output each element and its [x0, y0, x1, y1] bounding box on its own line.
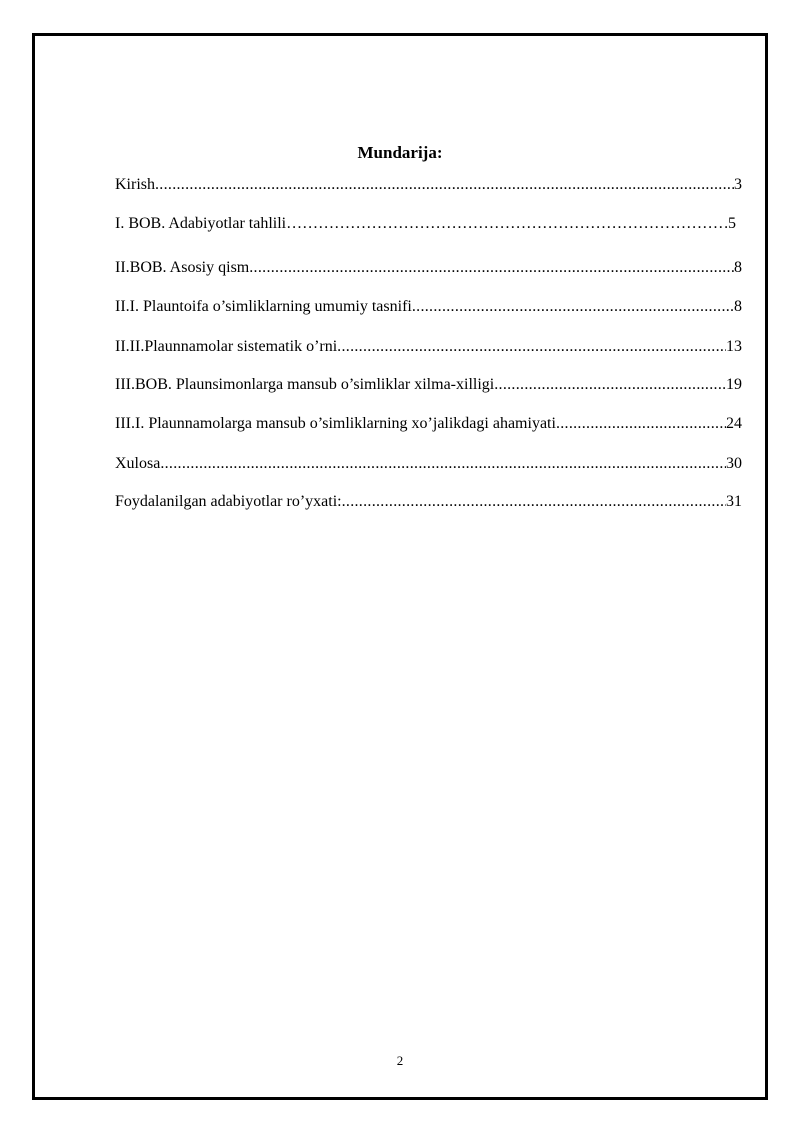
toc-entry-text: III.BOB. Plaunsimonlarga mansub o’simliklar xilma-xilligi	[115, 376, 495, 393]
toc-entry-page: 31	[726, 493, 742, 510]
toc-entry-page: 3	[734, 176, 742, 193]
toc-entry-page: 8	[734, 259, 742, 276]
toc-leader-dots	[337, 337, 726, 357]
toc-entry-page: 8	[734, 298, 742, 315]
toc-entry-section-3-1	[115, 414, 742, 434]
toc-leader-dots	[155, 175, 734, 195]
toc-entry-text: II.BOB. Asosiy qism	[115, 259, 250, 276]
toc-entry-text: Kirish	[115, 176, 155, 193]
toc-entry-text: Xulosa	[115, 455, 161, 472]
toc-entry-xulosa	[115, 454, 742, 474]
toc-leader-dots	[342, 492, 726, 512]
toc-entry-text: III.I. Plaunnamolarga mansub o’simliklarning xo’jalikdagi ahamiyati	[115, 415, 556, 432]
toc-entry-page: 13	[726, 338, 742, 355]
toc-entry-page: 19	[726, 376, 742, 393]
toc-entry-chapter-3	[115, 375, 742, 395]
toc-leader-dots	[286, 214, 728, 234]
toc-entry-text: II.II.Plaunnamolar sistematik o’rni	[115, 338, 338, 355]
toc-entry-section-2-1	[115, 297, 742, 317]
toc-leader-dots	[494, 375, 726, 395]
page-number: 2	[396, 1053, 404, 1068]
toc-entry-page: 24	[726, 415, 742, 432]
toc-entry-references	[115, 492, 742, 512]
toc-leader-dots	[412, 297, 734, 317]
toc-leader-dots	[556, 414, 726, 434]
toc-entry-chapter-2	[115, 258, 742, 278]
toc-entry-page: 30	[726, 455, 742, 472]
toc-leader-dots	[249, 258, 734, 278]
toc-entry-kirish	[115, 175, 742, 195]
toc-entry-text: II.I. Plauntoifa o’simliklarning umumiy tasnifi	[115, 298, 412, 315]
toc-entry-section-2-2	[115, 337, 742, 357]
toc-title: Mundarija:	[357, 143, 443, 162]
toc-entry-text: I. BOB. Adabiyotlar tahlili	[115, 215, 287, 232]
toc-entry-page: 5	[728, 215, 736, 232]
toc-entry-chapter-1	[115, 214, 742, 234]
toc-entry-text: Foydalanilgan adabiyotlar ro’yxati:	[115, 493, 342, 510]
toc-leader-dots	[160, 454, 726, 474]
